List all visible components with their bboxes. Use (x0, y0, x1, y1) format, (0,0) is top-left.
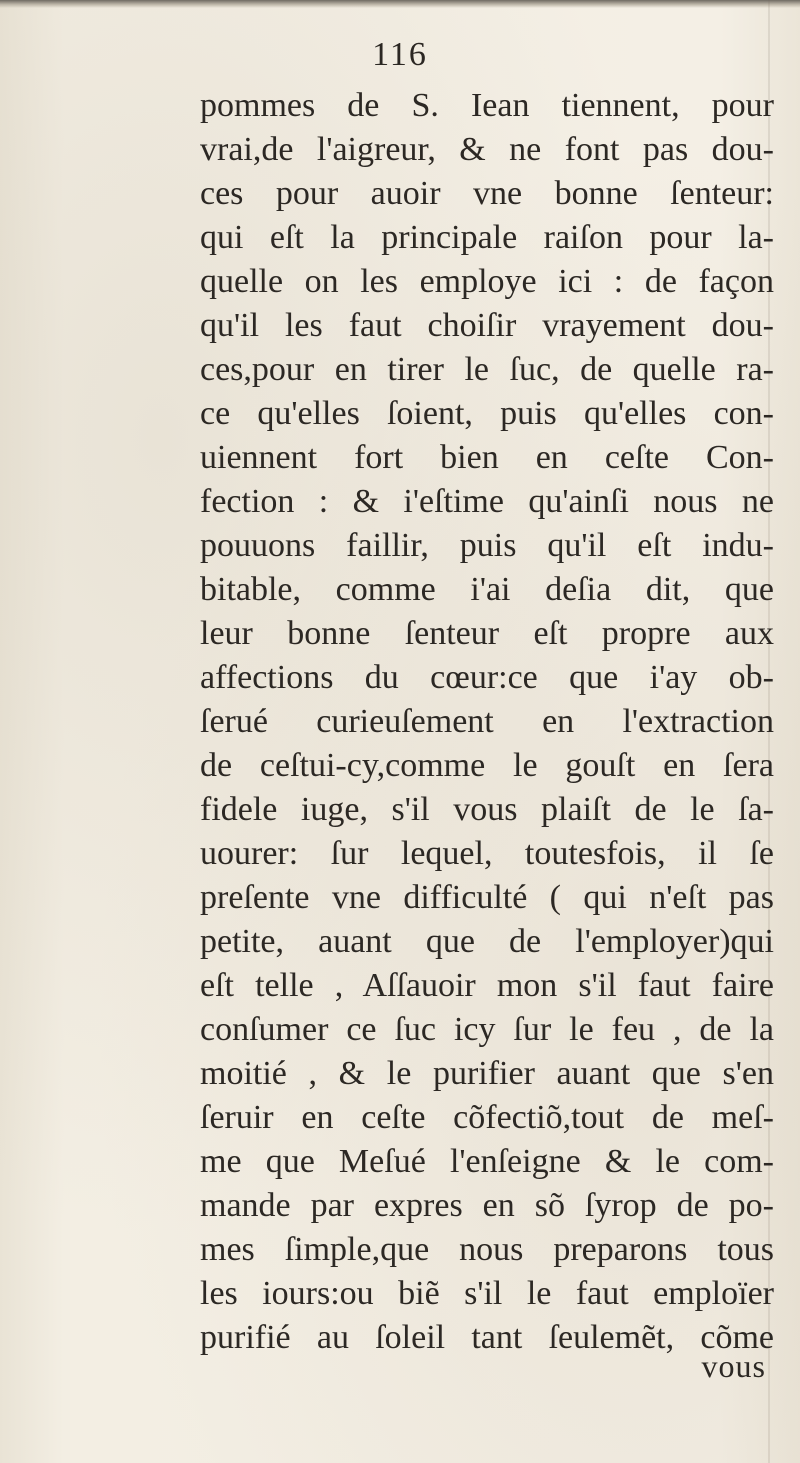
text-line: ces pour auoir vne bonne ſenteur: (200, 175, 774, 212)
body-text (200, 84, 774, 1360)
text-line: eſt telle , Aſſauoir mon s'il faut faire (200, 967, 774, 1004)
text-line: de ceſtui-cy,comme le gouſt en ſera (200, 747, 774, 784)
text-line: uourer: ſur lequel, toutesfois, il ſe (200, 835, 774, 872)
page-number: 116 (372, 36, 428, 73)
text-line: ſeruir en ceſte cõfectiõ,tout de meſ- (200, 1099, 774, 1136)
text-line: mande par expres en sõ ſyrop de po- (200, 1187, 774, 1224)
text-line: pouuons faillir, puis qu'il eſt indu- (200, 527, 774, 564)
text-line: uiennent fort bien en ceſte Con- (200, 439, 774, 476)
text-line: ce qu'elles ſoient, puis qu'elles con- (200, 395, 774, 432)
text-line: vrai,de l'aigreur, & ne font pas dou- (200, 131, 774, 168)
text-line: quelle on les employe ici : de façon (200, 263, 774, 300)
catchword: vous (701, 1348, 766, 1384)
text-line: pommes de S. Iean tiennent, pour (200, 87, 774, 124)
text-line: petite, auant que de l'employer)qui (200, 923, 774, 960)
text-line: qui eſt la principale raiſon pour la- (200, 219, 774, 256)
text-line: ſerué curieuſement en l'extraction (200, 703, 774, 740)
text-line: ces,pour en tirer le ſuc, de quelle ra- (200, 351, 774, 388)
text-line: conſumer ce ſuc icy ſur le feu , de la (200, 1011, 774, 1048)
text-line: les iours:ou biẽ s'il le faut emploïer (200, 1275, 774, 1312)
text-line: bitable, comme i'ai deſia dit, que (200, 571, 774, 608)
text-line: moitié , & le purifier auant que s'en (200, 1055, 774, 1092)
text-line: affections du cœur:ce que i'ay ob- (200, 659, 774, 696)
text-line: preſente vne difficulté ( qui n'eſt pas (200, 879, 774, 916)
text-line: leur bonne ſenteur eſt propre aux (200, 615, 774, 652)
text-line: purifié au ſoleil tant ſeulemẽt, cõme (200, 1319, 774, 1356)
page-top-edge (0, 0, 800, 8)
text-line: me que Meſué l'enſeigne & le com- (200, 1143, 774, 1180)
text-line: mes ſimple,que nous preparons tous (200, 1231, 774, 1268)
text-line: fection : & i'eſtime qu'ainſi nous ne (200, 483, 774, 520)
text-line: qu'il les faut choiſir vrayement dou- (200, 307, 774, 344)
text-line: fidele iuge, s'il vous plaiſt de le ſa- (200, 791, 774, 828)
